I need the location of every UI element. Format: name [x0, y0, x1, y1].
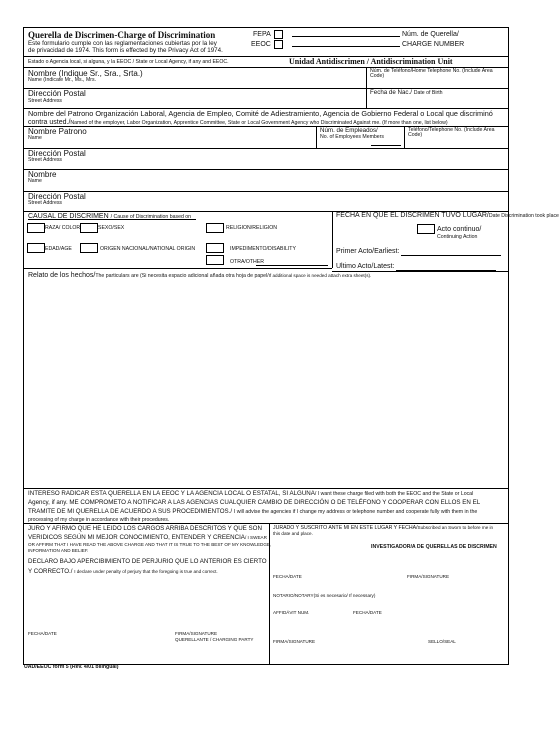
divider [24, 169, 508, 170]
left-date-label: FECHA/DATE [28, 631, 57, 636]
disability-checkbox[interactable] [206, 243, 224, 253]
birth-date-sub: Date of Birth [413, 90, 443, 96]
race-checkbox[interactable] [27, 223, 45, 233]
cause-underline [28, 219, 196, 220]
investigator-label: INVESTIGADOR/A DE QUERELLAS DE DISCRIMEN [371, 544, 497, 550]
continuing-label: Acto continuo/ [437, 226, 482, 233]
employer-intro: Nombre del Patrono Organización Laboral, Agencia de Empleo, Comité de Adiestramiento, Agencia de Gobierno Federal o Local que discriminó [28, 109, 493, 118]
national-origin-label: ORIGEN NACIONAL/NATIONAL ORIGIN [100, 246, 196, 252]
facts-label-en2: If additional space is needed attach extra sheet(s). [268, 273, 372, 278]
address-sublabel: Street Address [28, 98, 63, 104]
divider [366, 67, 367, 88]
employer-intro-en: Named of the employer, Labor Organization, Apprentice Committee, State or Local Government Agency who Discriminated Against me. (If more than one, list below) [70, 120, 448, 126]
swear-line2-en: / I SWEAR [244, 535, 267, 540]
race-label: RAZA/ COLOR [45, 225, 81, 231]
eeoc-label: EEOC [251, 41, 271, 48]
employer-address-label: Dirección Postal [28, 149, 86, 158]
charge-number-label-en: CHARGE NUMBER [402, 41, 465, 48]
sex-checkbox[interactable] [80, 223, 98, 233]
continuing-sub: Continuing Action [437, 234, 478, 240]
declare-line2: Y CORRECTO./ [28, 568, 73, 575]
form-title: Querella de Discrimen-Charge of Discrimination [28, 30, 216, 40]
left-signature-label: FIRMA/SIGNATURE [175, 631, 218, 636]
divider [332, 211, 333, 268]
employees-label: Núm. de Empleados/ [320, 127, 378, 134]
divider [24, 268, 332, 269]
divider [366, 88, 367, 108]
employer-name-label: Nombre Patrono [28, 127, 87, 136]
other-label: OTRA/OTHER [230, 259, 265, 265]
declare-line1: DECLARO BAJO APERCIBIMIENTO DE PERJURIO QUE LO ANTERIOR ES CIERTO [28, 558, 267, 565]
age-checkbox[interactable] [27, 243, 45, 253]
seal-label: SELLO/SEAL [428, 639, 456, 644]
earliest-line[interactable] [401, 255, 501, 256]
facts-area[interactable] [24, 280, 508, 488]
swear-line2: VERIDICOS SEGÚN MI MEJOR CONOCIMIENTO, ENTENDER Y CREENCIA [28, 534, 245, 541]
agency-line: Estado o Agencia local, si alguna, y la EEOC / State or Local Agency, if any and EEOC. [28, 59, 229, 65]
employer-name-sub: Name [28, 135, 42, 141]
fepa-label: FEPA [253, 31, 271, 38]
name2-label: Nombre [28, 170, 57, 179]
affidavit-label: AFFIDÁVIT NUM. [273, 610, 310, 615]
right-signature2-label: FIRMA/SIGNATURE [273, 639, 316, 644]
divider [24, 488, 508, 489]
birth-date-label [370, 90, 443, 97]
right-signature-label: FIRMA/SIGNATURE [407, 574, 450, 579]
birth-date-text: Fecha de Nac./ [370, 89, 412, 96]
declare-line2-en: I declare under penalty of perjury that the foregoing is true and correct. [74, 569, 218, 574]
divider [269, 523, 270, 664]
fepa-checkbox[interactable] [274, 30, 283, 39]
swear-line1: JURO Y AFIRMO QUE HE LEIDO LOS CARGOS ARRIBA DESCRITOS Y QUE SON [28, 525, 262, 532]
continuing-checkbox[interactable] [417, 224, 435, 234]
right-date2-label: FECHA/DATE [353, 610, 382, 615]
employees-sub: No. of Employees Members [320, 134, 385, 140]
employer-phone-label: Teléfono/Telephone No. (Include Area Code) [408, 127, 495, 139]
employees-line[interactable] [371, 145, 401, 146]
privacy-intro: Este formulario cumple con las reglamentaciones cubiertas por la ley [28, 40, 217, 47]
divider [24, 148, 508, 149]
right-date-label: FECHA/DATE [273, 574, 302, 579]
eeoc-checkbox[interactable] [274, 40, 283, 49]
intent-line1: INTERESO RADICAR ESTA QUERELLA EN LA EEOC Y LA AGENCIA LOCAL O ESTATAL, SI ALGUNA [28, 490, 315, 497]
religion-checkbox[interactable] [206, 223, 224, 233]
sworn-line1: JURADO Y SUSCRITO ANTE MI EN ESTE LUGAR Y FECHA/ [273, 525, 418, 531]
divider [316, 126, 317, 148]
sworn-line2: this date and place. [273, 531, 313, 536]
address-label: Dirección Postal [28, 89, 86, 98]
sex-label: SEXO/SEX [98, 225, 125, 231]
privacy-intro-cont: de privacidad de 1974. This form is effected by the Privacy Act of 1974. [28, 47, 223, 54]
swear-line3: OR AFFIRM THAT I HAVE READ THE ABOVE CHARGE AND THAT IT IS TRUE TO THE BEST OF MY KNOWLEDGE, [28, 542, 272, 547]
home-phone-label: Núm. de Teléfono/Home Telephone No. (Include Area Code) [370, 68, 493, 80]
footer-form-id: UAD/EEOC form 5 (Rev. 4/01 bilingual) [24, 664, 119, 670]
age-label: EDAD/AGE [45, 246, 72, 252]
charging-party-label: QUERELLANTE / CHARGING PARTY [175, 637, 254, 642]
intent-line2: Agency, if any. ME COMPROMETO A NOTIFICAR A LAS AGENCIAS CUALQUIER CAMBIO DE DIRECCIÓN O DE TELÉFONO Y COOPERAR CON ELLOS EN EL [28, 499, 481, 506]
divider [24, 88, 508, 89]
divider [404, 126, 405, 148]
date-discrimination-en: Date Discrimination took place [488, 213, 559, 219]
intent-line3: TRAMITE DE MI QUERELLA DE ACUERDO A SUS PROCEDIMIENTOS./ [28, 508, 233, 515]
national-origin-checkbox[interactable] [80, 243, 98, 253]
other-line[interactable] [256, 265, 328, 266]
address3-label: Dirección Postal [28, 192, 86, 201]
employer-address-sub: Street Address [28, 157, 63, 163]
intent-line4: processing of my charge in accordance with their procedures. [28, 517, 170, 523]
earliest-label: Primer Acto/Earliest: [336, 248, 400, 255]
cause-label: CAUSAL DE DISCRIMEN [28, 213, 109, 220]
cause-label-en: / Cause of Discrimination based on [110, 214, 192, 220]
name-sublabel: Name (Indicate Mr., Ms., Mrs. [28, 77, 97, 83]
notary-label: NOTARIO/NOTARY(Si es necesario/ If necessary) [273, 593, 376, 598]
divider [24, 523, 508, 524]
intent-line1-en: / I want these charge filed with both the EEOC and the State or Local [314, 491, 474, 497]
latest-label: Ultimo Acto/Latest: [336, 263, 395, 270]
charge-number-label: Núm. de Querella/ [402, 31, 459, 38]
employer-intro-2: contra usted./ [28, 119, 71, 126]
other-checkbox[interactable] [206, 255, 224, 265]
religion-label: RELIGION/RELIGION [226, 225, 278, 231]
divider [24, 191, 508, 192]
address3-sub: Street Address [28, 200, 63, 206]
disability-label: IMPEDIMENTO/DISABILITY [230, 246, 296, 252]
unit-title: Unidad Antidiscrimen / Antidiscrimination Unit [289, 57, 453, 66]
name2-sub: Name [28, 178, 42, 184]
charge-form [23, 27, 559, 665]
charge-number-line-2[interactable] [292, 46, 400, 47]
date-discrimination-label: FECHA EN QUE EL DISCRIMEN TUVO LUGAR/ [336, 212, 489, 219]
swear-line4: INFORMATION AND BELIEF. [28, 548, 89, 553]
sworn-line1-en: Subscribed an Sworn to before me in [417, 525, 494, 530]
intent-line3-en: I will advise the agencies if I change my address or telephone number and cooperate fully with them in the [233, 509, 478, 515]
charge-number-line[interactable] [292, 36, 400, 37]
facts-label-en: The particulars are (Si necesita espacio adicional añada otra hoja de papel/ [95, 273, 269, 279]
facts-label: Relato de los hechos/ [28, 272, 96, 279]
name-label: Nombre (Indique Sr., Sra., Srta.) [28, 69, 143, 78]
